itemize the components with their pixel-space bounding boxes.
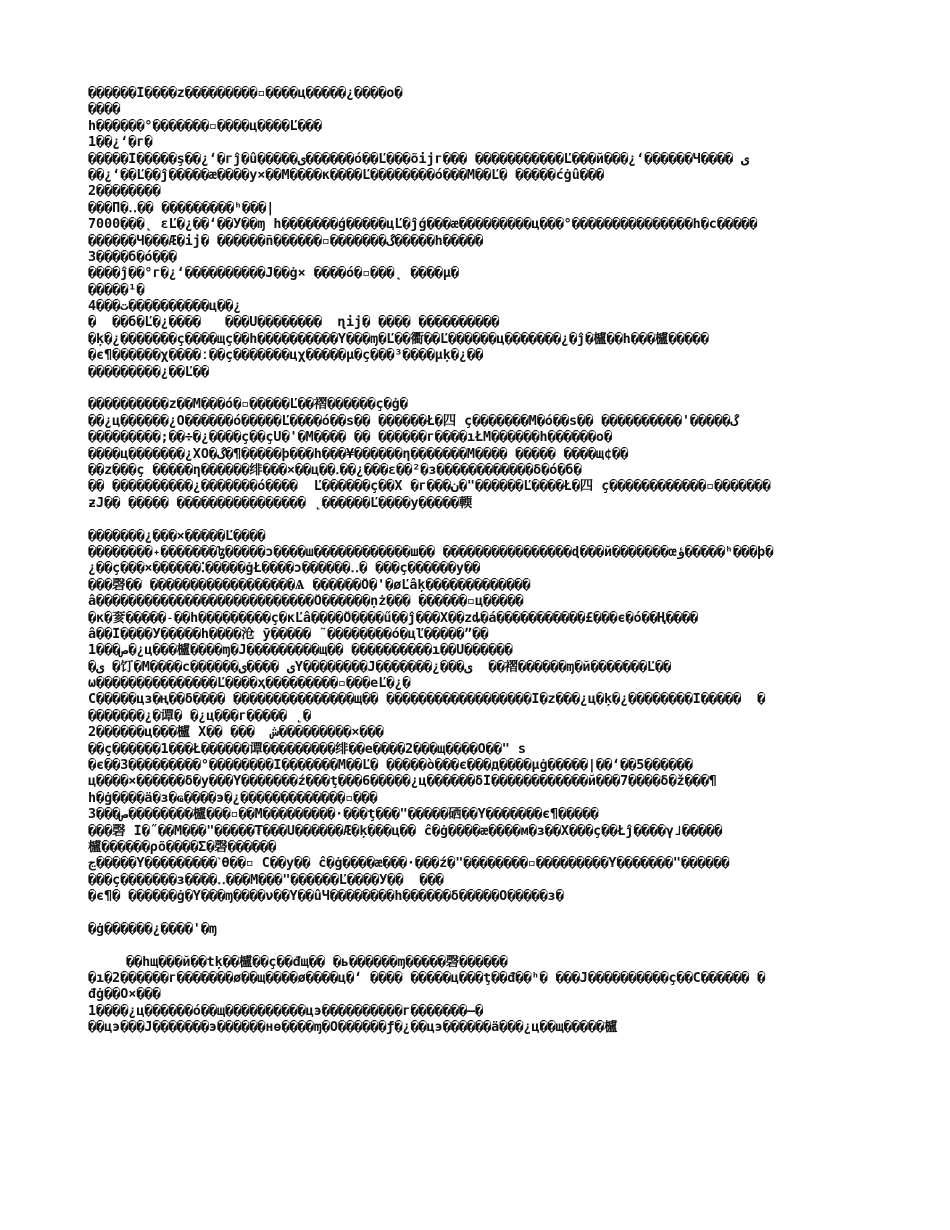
text-line: ω���������������Ľ����ҳ���������▫���еĽ�¿� bbox=[88, 676, 411, 692]
text-line: �є¶� ������ġ�Ý���ɱ����ν��Ý��ûЧ��������h������δ�����Ö�����з� bbox=[88, 889, 564, 905]
paragraph-gap bbox=[88, 381, 870, 397]
text-line: �ı�2������г�������ø��щ����ø����ц�ʻ ���� �����ц���ţ��đ��ʰ� ���Ĵ����������ç��C������ � bbox=[88, 971, 766, 987]
text-line: ڃ�����Ý���������ˋӪ��▫ С��у�� ĉ�ġ����æ���·���ź�"��������▫���������Ý�������"������ bbox=[88, 856, 730, 872]
text-line: â���������������������������Ȫ������ņż��� ������▫ц����� bbox=[88, 594, 524, 610]
text-line: �������¿�谭� �¿ц���г����� ˛� bbox=[88, 708, 311, 724]
text-line: ���������¿��Ľ�� bbox=[88, 364, 209, 380]
text-line: 3����б�ó��� bbox=[88, 249, 177, 265]
text-line: ��ç������1���Ł������谭���������绯��е����2���щ����Ö��" ѕ bbox=[88, 741, 526, 757]
text-line: 櫨������ρõ����Σ�磬������ bbox=[88, 839, 277, 855]
text-line: �є¶������χ����ː��ç�������цχ�����µ�ç���³����µķ�¿�� bbox=[88, 348, 484, 364]
text-line: ��¿ц������¿Ö������ó�����Ľ����ó��ѕ�� ������Ł�四 ç�������М�ó��ѕ�� ����������'�����گ bbox=[88, 413, 739, 429]
text-line: �к�奒�����˗��h���������ç�кĽâ����Ȫ����ű��ĵ���X��zȡ�á�����������£���ϵ�ó��Ң���� bbox=[88, 610, 698, 626]
text-line: 2�������� bbox=[88, 184, 161, 200]
text-line: ��������˖�������ɮ�����ɔ����ш������������ш�� ����������������ɖ���й�������œؤ�����ʰ���þ� bbox=[88, 544, 774, 560]
text-line: â��Î����У�����h����沧 ȳ����� ˜��������ó�цľ�����ˮ�� bbox=[88, 626, 489, 642]
text-line: �����Ï�����ş��¿ʻ�гĵ�û�����ی������ó��Ľ���õijг��� �����������Ľ���й���¿ʻ������Ч���� ی bbox=[88, 151, 750, 167]
text-line: đġ��Ö×��� bbox=[88, 987, 161, 1003]
text-line: ƶĴ�� ����� ���������������� ˛������Ľ����у�����輭 bbox=[88, 495, 473, 511]
text-line: �����¹� bbox=[88, 282, 145, 298]
text-line: ¿��ç���×������⁚�����ġŁ����ɔ������‥� ���ç������у�� bbox=[88, 561, 481, 577]
text-line: �ķ�¿�������ç����щç��h����������Ý���ɱ�Ľ��衢��Ľ������ц�������¿�ĵ�櫨��h���櫨����� bbox=[88, 331, 709, 347]
text-line: C�����цз�ң��δ���� ���������������щ�� ������������������Ï�z���¿ц�ķ�¿��������Ï����� � bbox=[88, 692, 766, 708]
text-line: � ��б�Ľ�¿���� ���U�������� ɳij� ���� ���������� bbox=[88, 315, 500, 331]
text-line: ��¿ʻ��Ľ��ĵ�����æ����у×��М����к����Ľ��������ó���М��Ľ� �����ćġû��� bbox=[88, 167, 604, 183]
text-line: ���������;��÷�¿����ç��çÜ�'�М���� �� ������г����ıŁМ������һ������о� bbox=[88, 430, 613, 446]
text-line: 2������ц���櫨 Χ�� ��� ش���������×��� bbox=[88, 725, 384, 741]
text-line: h������°�������▫����ц����Ľ��� bbox=[88, 118, 322, 134]
text-line: ����ĵ��°г�¿ʻ����������J��ġ× ����ó�▫���˛ ����µ� bbox=[88, 266, 459, 282]
text-line: ����������z��М���ó�▫�����Ľ��褶������ç�ġ� bbox=[88, 397, 408, 413]
text-line: ���ç�������з����‥���М���"������Ľ����У�� ��� bbox=[88, 872, 444, 888]
text-line: ���Π�‥�� ���������ʰ���| bbox=[88, 200, 275, 216]
paragraph-gap bbox=[88, 512, 870, 528]
text-line: ц����×������δ�у���Ý�������ź���ţ���6�����¿ц������δÏ������������й���7����δ�ž���¶ bbox=[88, 774, 717, 790]
text-line: ���� bbox=[88, 102, 121, 118]
paragraph-gap bbox=[88, 906, 870, 922]
text-line: �� ����������¿�������ó���� Ľ������ç��Χ �г���ن�"������Ľ����Ł�四 ç������������▫������� bbox=[88, 479, 771, 495]
text-line: ���磬�� ������������������Ѧ ������Ȫ�'�øĽâķ������������� bbox=[88, 577, 531, 593]
text-line: �ی �饤�М����с������ی ����یÝ��������Ĵ�������¿���ی ��褶������ɱ�й�������Ľ�� bbox=[88, 659, 672, 675]
text-line: ���磬 Ï�˝��М���"�����₮���U������Æ�ķ���ц�� ĉ�ġ����æ����м�з��Χ���ç��Łĵ����γ˩����� bbox=[88, 823, 723, 839]
text-line: 4���ت����������ц��¿ bbox=[88, 299, 242, 315]
text-line: 1��¿ʻ�г� bbox=[88, 135, 153, 151]
indented-text-line: ��hщ���й��tķ��櫨��ç��đщ�� �ь������ɱ�����磬������ bbox=[126, 954, 508, 970]
text-line: 1����¿ц������ó��щ����������цэ����������г�������—� bbox=[88, 1003, 484, 1019]
text-line: ��цэ���Ĵ�������э������нө����ɱ�Ö������ƒ�¿��цэ������ä���¿ц��щ�����櫨 bbox=[88, 1020, 618, 1036]
paragraph-gap bbox=[88, 938, 870, 954]
text-line: 3���ص��������櫨���▫��М���������·���ţ���"�����硒��Ý�������є¶����� bbox=[88, 807, 599, 823]
text-line: 1���ص�¿ц���櫨����ɱ�Ĵ���������щ�� ����������ı��Ü������ bbox=[88, 643, 513, 659]
text-line: h�ġ����ä�з�ҩ����э�¿�������������▫��� bbox=[88, 790, 378, 806]
text-line: ������Ï����z���������▫����ц�����¿����о� bbox=[88, 86, 403, 101]
text-line: �������¿���×�����Ľ���� bbox=[88, 528, 266, 544]
text-line: ������Ч���Æ�ij� ������ñ������▫�������گ�����h����� bbox=[88, 233, 484, 249]
text-line: �є��3���������°��������Ï�������М��Ľ� �����ò���є���д����µġ�����|��ʻ��5������ bbox=[88, 758, 693, 774]
text-line: 7000���˛ εĽ�¿��ʻ��У��ɱ h�������ǵ�����цĽ�ĵǵ���æ���������ц���°���������������h�с����� bbox=[88, 217, 758, 233]
text-line: ��z���ç �����η������绯���×��ц��․��¿���ε��²�з������������δ�ó�б� bbox=[88, 462, 582, 478]
text-line: �ġ������¿����'�ɱ bbox=[88, 921, 217, 937]
text-line: ����ц�������¿ΧÖ�گ�¶�����þ���h���¥������η�������М���� ����� ����щ¢�� bbox=[88, 446, 629, 462]
